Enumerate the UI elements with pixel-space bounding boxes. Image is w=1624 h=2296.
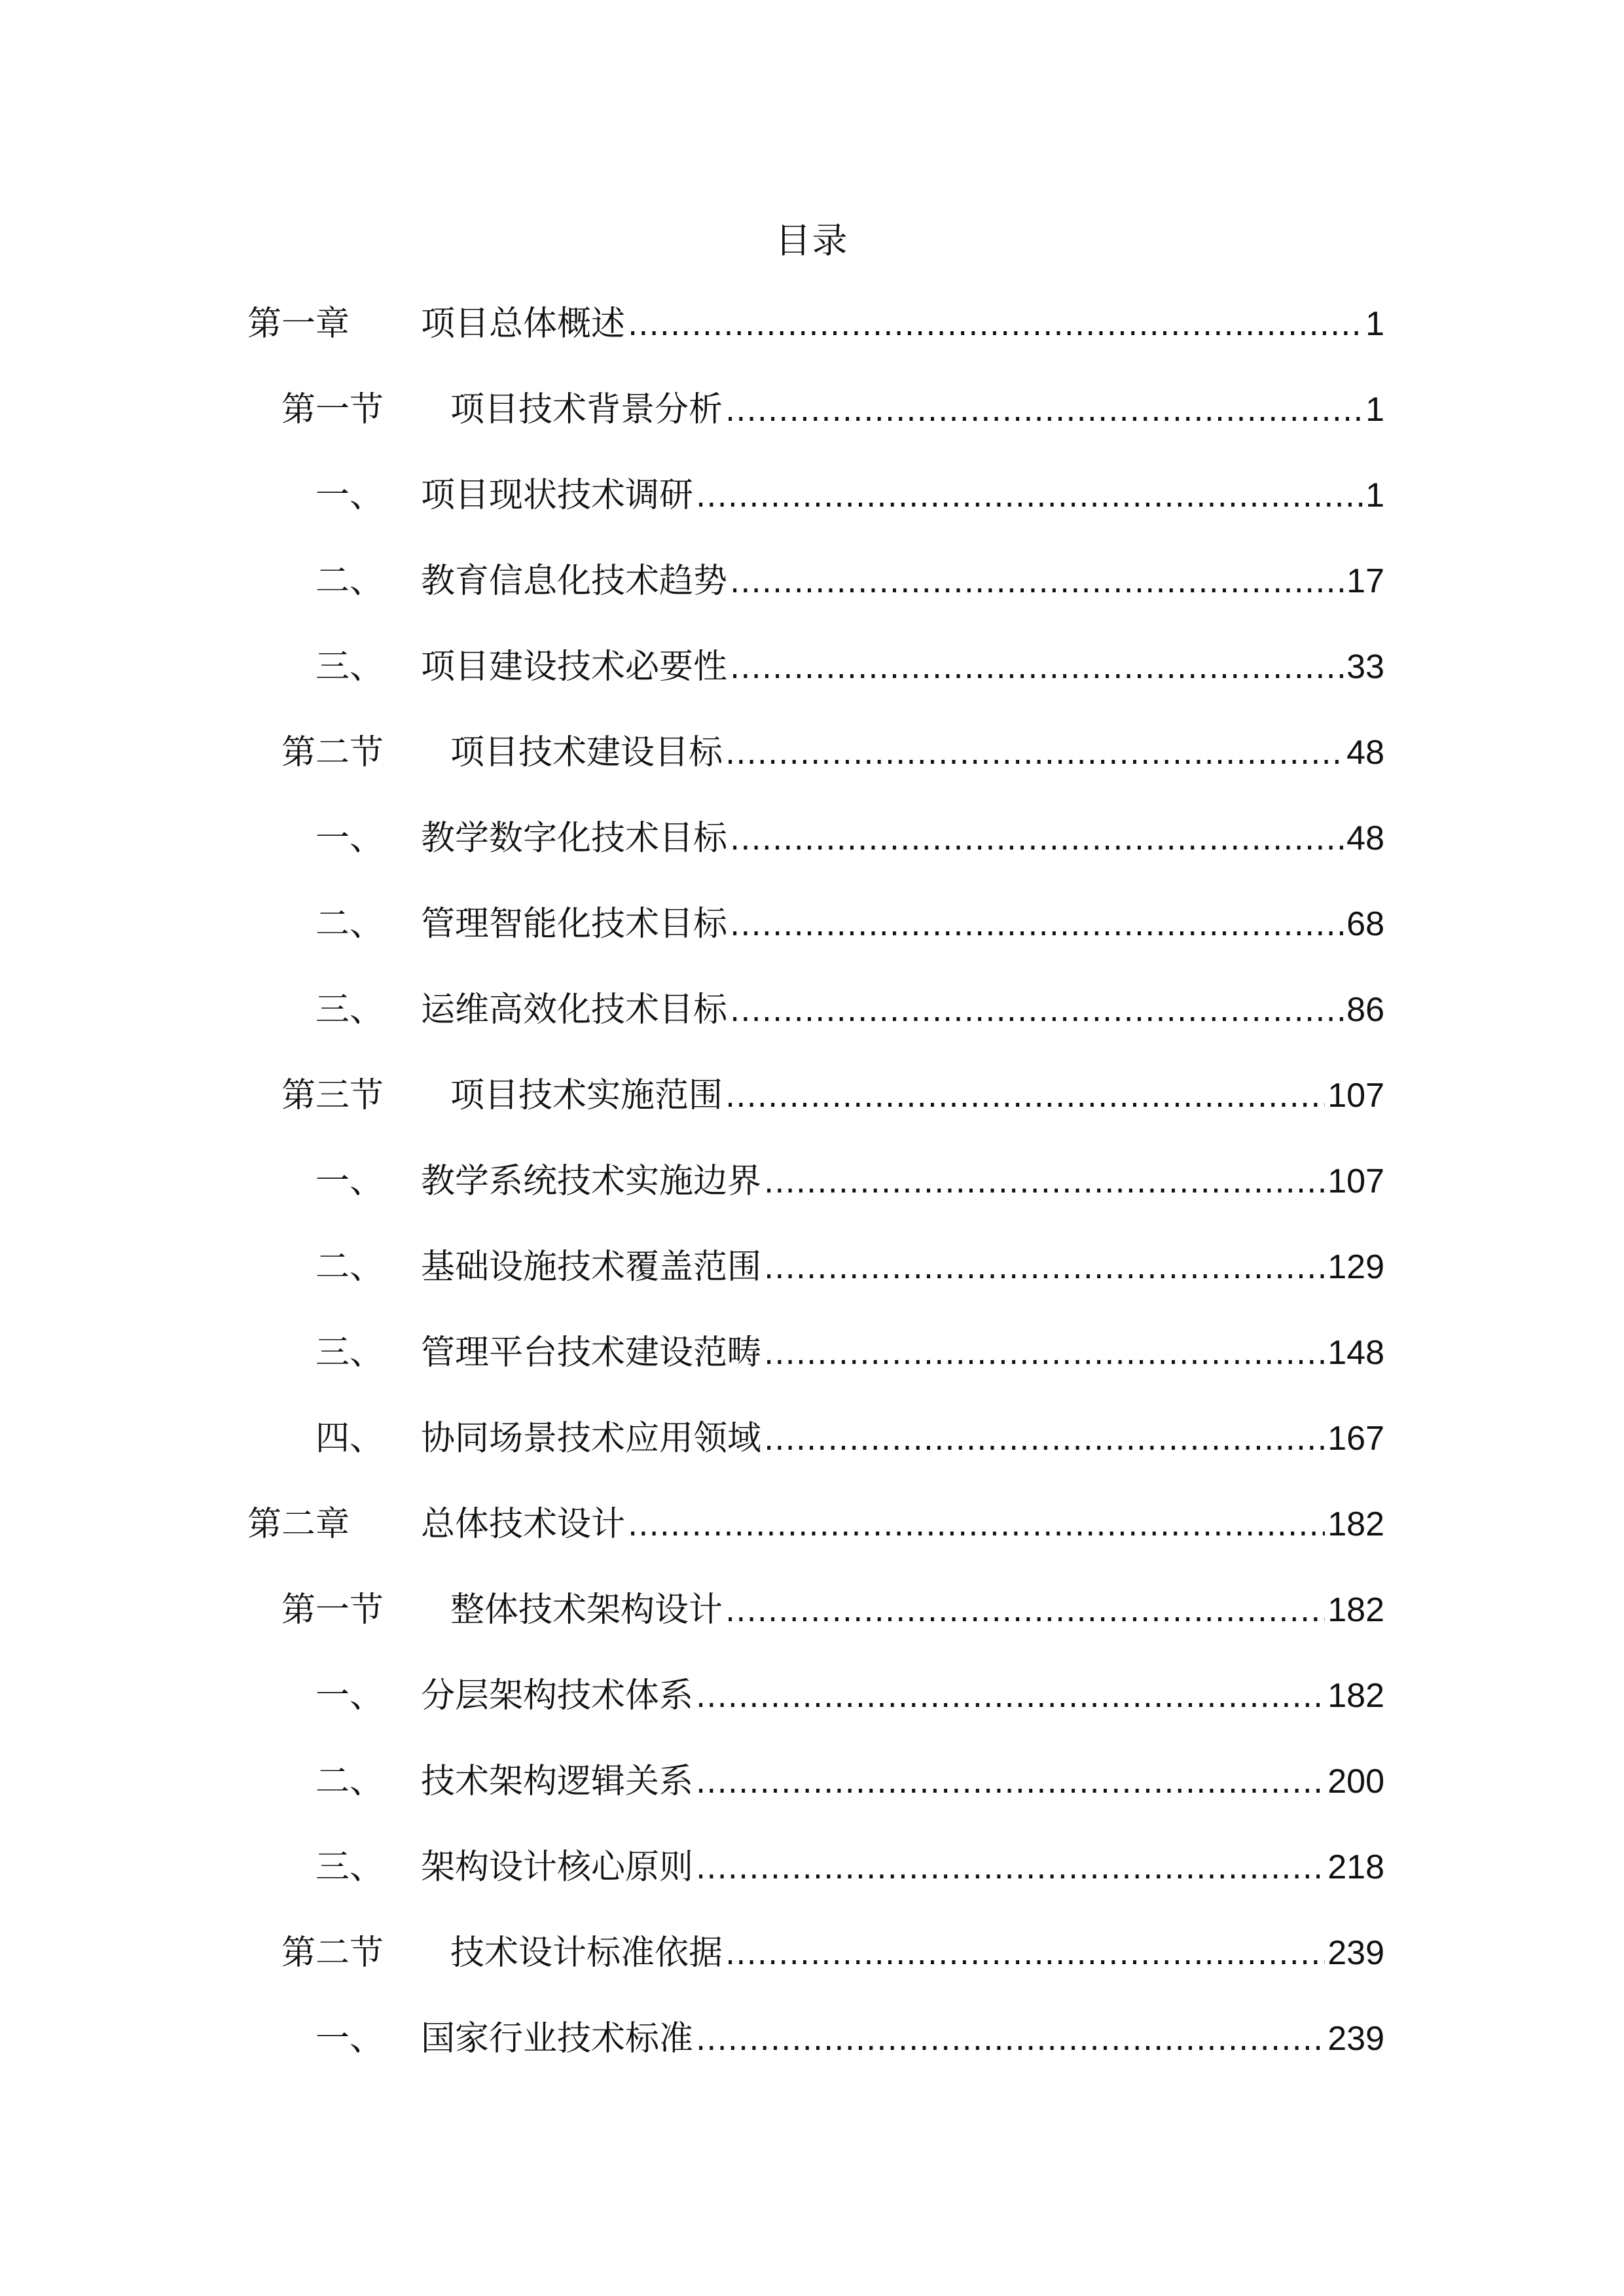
toc-entry-item[interactable] (0, 898, 1624, 950)
toc-entry-number: 四、 (316, 1419, 384, 1458)
toc-entry-number: 二、 (316, 905, 384, 944)
toc-entry-section[interactable] (0, 1927, 1624, 1979)
toc-entry-page: 33 (1346, 648, 1384, 686)
toc-entry-section[interactable] (0, 384, 1624, 436)
toc-entry-title: 项目总体概述 (421, 304, 626, 344)
toc-entry-number: 三、 (316, 990, 384, 1030)
toc-entry-number: 三、 (316, 647, 384, 687)
toc-dot-leader (725, 727, 1344, 780)
toc-entry-chapter[interactable] (0, 298, 1624, 350)
toc-entry-title: 项目建设技术必要性 (421, 647, 728, 687)
toc-dot-leader (764, 1327, 1325, 1380)
toc-entry-section[interactable] (0, 726, 1624, 779)
toc-entry-item[interactable] (0, 1670, 1624, 1722)
toc-dot-leader (725, 1070, 1325, 1122)
toc-entry-section[interactable] (0, 1069, 1624, 1122)
toc-entry-page: 1 (1365, 476, 1384, 514)
toc-dot-leader (730, 813, 1344, 865)
toc-entry-number: 一、 (316, 1676, 384, 1715)
toc-entry-title: 协同场景技术应用领域 (421, 1419, 762, 1458)
toc-entry-number: 二、 (316, 562, 384, 601)
toc-entry-number: 三、 (316, 1848, 384, 1887)
toc-dot-leader (730, 641, 1344, 694)
toc-entry-page: 167 (1327, 1420, 1384, 1458)
toc-entry-item[interactable] (0, 2013, 1624, 2065)
toc-entry-number: 一、 (316, 1162, 384, 1201)
toc-entry-page: 239 (1327, 2020, 1384, 2058)
toc-entry-title: 教学数字化技术目标 (421, 819, 728, 858)
toc-entry-title: 基础设施技术覆盖范围 (421, 1247, 762, 1287)
toc-entry-item[interactable] (0, 1241, 1624, 1293)
toc-entry-title: 教育信息化技术趋势 (421, 562, 728, 601)
toc-entry-page: 1 (1365, 305, 1384, 343)
toc-entry-number: 第二章 (247, 1505, 350, 1544)
toc-entry-page: 129 (1327, 1248, 1384, 1286)
toc-dot-leader (764, 1156, 1325, 1208)
toc-entry-number: 一、 (316, 476, 384, 515)
toc-entry-item[interactable] (0, 1755, 1624, 1808)
toc-dot-leader (696, 1842, 1325, 1894)
toc-entry-title: 项目技术实施范围 (450, 1076, 723, 1115)
toc-entry-page: 1 (1365, 391, 1384, 429)
toc-title: 目录 (775, 220, 849, 261)
toc-entry-page: 239 (1327, 1934, 1384, 1972)
toc-entry-page: 17 (1346, 562, 1384, 600)
toc-entry-item[interactable] (0, 555, 1624, 607)
toc-entry-number: 第二节 (281, 1933, 384, 1973)
toc-entry-title: 国家行业技术标准 (421, 2019, 694, 2058)
toc-entry-number: 第三节 (281, 1076, 384, 1115)
toc-entry-item[interactable] (0, 1327, 1624, 1379)
toc-dot-leader (730, 899, 1344, 951)
toc-entry-page: 48 (1346, 734, 1384, 772)
toc-entry-page: 182 (1327, 1591, 1384, 1629)
toc-entry-item[interactable] (0, 812, 1624, 865)
toc-dot-leader (730, 556, 1344, 608)
toc-entry-title: 项目现状技术调研 (421, 476, 694, 515)
toc-entry-page: 68 (1346, 905, 1384, 943)
toc-entry-title: 架构设计核心原则 (421, 1848, 694, 1887)
toc-dot-leader (764, 1242, 1325, 1294)
toc-entry-title: 教学系统技术实施边界 (421, 1162, 762, 1201)
toc-dot-leader (696, 1756, 1325, 1808)
toc-entry-title: 管理平台技术建设范畴 (421, 1333, 762, 1372)
toc-entry-number: 第一节 (281, 390, 384, 429)
toc-entry-page: 182 (1327, 1505, 1384, 1543)
toc-entry-item[interactable] (0, 984, 1624, 1036)
toc-entry-page: 86 (1346, 991, 1384, 1029)
toc-entry-number: 三、 (316, 1333, 384, 1372)
toc-entry-title: 技术设计标准依据 (450, 1933, 723, 1973)
toc-entry-number: 二、 (316, 1247, 384, 1287)
toc-entry-title: 分层架构技术体系 (421, 1676, 694, 1715)
toc-entry-number: 第一节 (281, 1590, 384, 1630)
toc-entry-item[interactable] (0, 641, 1624, 693)
toc-entry-item[interactable] (0, 1412, 1624, 1465)
toc-entry-title: 项目技术背景分析 (450, 390, 723, 429)
toc-entry-title: 项目技术建设目标 (450, 733, 723, 772)
toc-entry-item[interactable] (0, 469, 1624, 522)
toc-entry-page: 148 (1327, 1334, 1384, 1372)
toc-dot-leader (696, 470, 1363, 522)
toc-dot-leader (628, 298, 1363, 351)
toc-dot-leader (725, 1585, 1325, 1637)
toc-entry-number: 二、 (316, 1762, 384, 1801)
toc-entry-page: 182 (1327, 1677, 1384, 1715)
toc-entry-title: 运维高效化技术目标 (421, 990, 728, 1030)
toc-entry-page: 48 (1346, 819, 1384, 857)
toc-dot-leader (696, 1670, 1325, 1723)
toc-entry-title: 总体技术设计 (421, 1505, 626, 1544)
toc-dot-leader (725, 1928, 1325, 1980)
toc-entry-item[interactable] (0, 1155, 1624, 1208)
toc-entry-chapter[interactable] (0, 1498, 1624, 1551)
toc-dot-leader (764, 1413, 1325, 1465)
toc-entry-item[interactable] (0, 1841, 1624, 1893)
toc-dot-leader (628, 1499, 1325, 1551)
toc-entry-number: 一、 (316, 819, 384, 858)
toc-dot-leader (730, 984, 1344, 1037)
toc-dot-leader (725, 384, 1363, 437)
toc-entry-title: 管理智能化技术目标 (421, 905, 728, 944)
toc-entry-page: 107 (1327, 1162, 1384, 1200)
toc-entry-number: 一、 (316, 2019, 384, 2058)
toc-dot-leader (696, 2013, 1325, 2066)
toc-entry-title: 整体技术架构设计 (450, 1590, 723, 1630)
toc-entry-number: 第一章 (247, 304, 350, 344)
toc-entry-title: 技术架构逻辑关系 (421, 1762, 694, 1801)
toc-entry-section[interactable] (0, 1584, 1624, 1636)
toc-entry-page: 200 (1327, 1763, 1384, 1801)
toc-entry-number: 第二节 (281, 733, 384, 772)
toc-entry-page: 218 (1327, 1848, 1384, 1886)
toc-entry-page: 107 (1327, 1077, 1384, 1115)
